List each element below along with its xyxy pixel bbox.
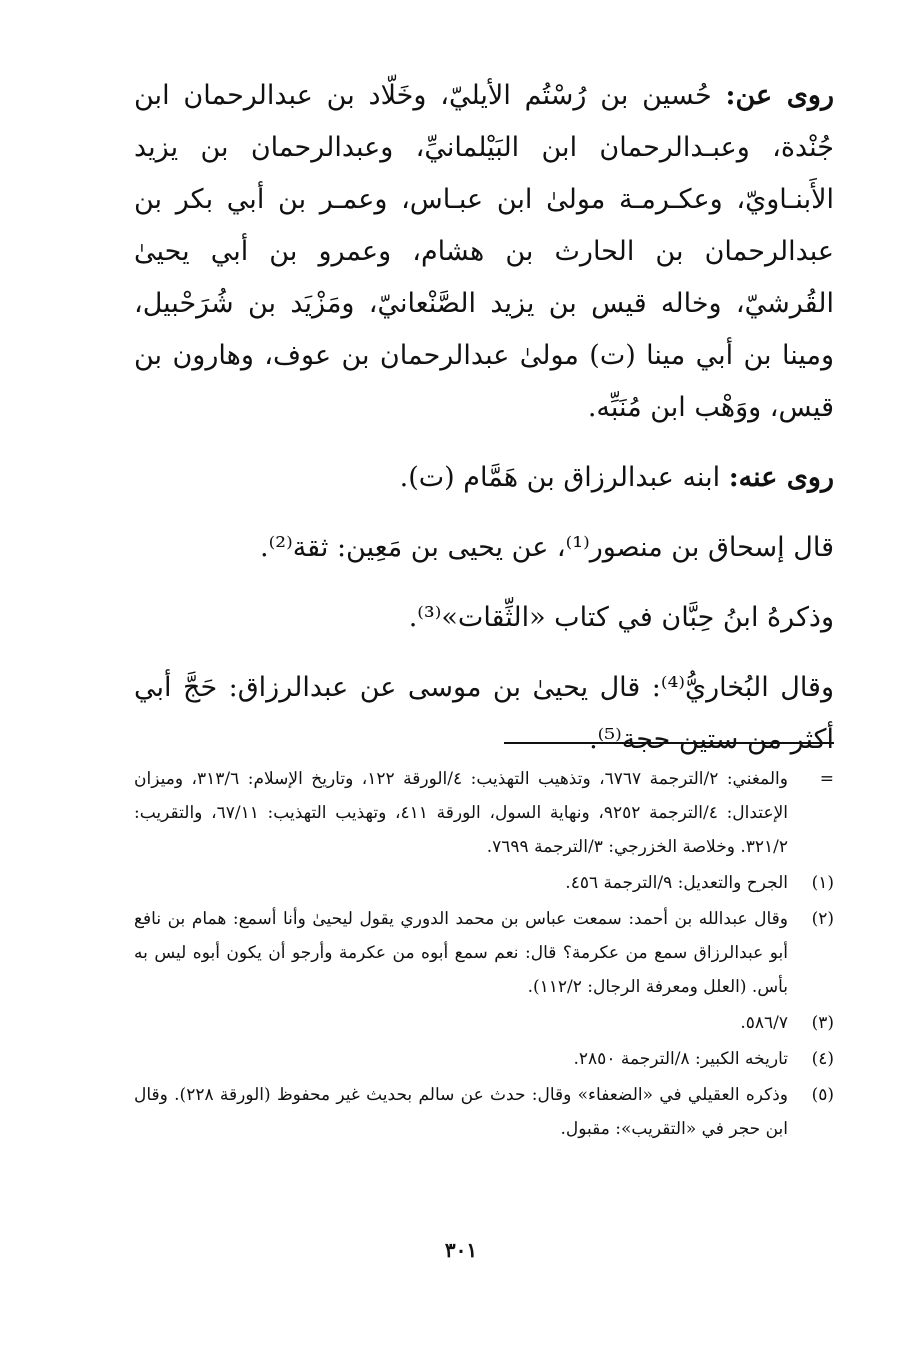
footnote-marker: (٢) [811,909,834,929]
footnotes [134,762,834,1148]
footnote-marker: (٥) [811,1085,834,1105]
footnote-marker: (٤) [811,1049,834,1069]
paragraph-narrated-by [134,452,834,504]
footnote-text: ٥٨٦/٧. [740,1013,788,1033]
paragraph-ibn-maeen: قال إسحاق بن منصور⁽¹⁾، عن يحيى بن مَعِين: ثقة⁽²⁾. [260,532,834,563]
footnote-text: وقال عبدالله بن أحمد: سمعت عباس بن محمد الدوري يقول ليحيىٰ وأنا أسمع: همام بن نافع أبو عبدالرزاق سمع من عكرمة؟ قال: نعم سمع أبوه من عكرمة وأرجو أن يكون أبوه ليس به بأس. (العلل ومعرفة الرجال: ١١٢/٢). [134,909,788,997]
footnote-text: والمغني: ٢/الترجمة ٦٧٦٧، وتذهيب التهذيب: ٤/الورقة ١٢٢، وتاريخ الإسلام: ٣١٣/٦، وميزان الإعتدال: ٤/الترجمة ٩٢٥٢، ونهاية السول، الورقة ٤١١، وتهذيب التهذيب: ٦٧/١١، والتقريب: ٣٢١/٢. وخلاصة الخزرجي: ٣/الترجمة ٧٦٩٩. [134,769,789,857]
footnote-text: وذكره العقيلي في «الضعفاء» وقال: حدث عن سالم بحديث غير محفوظ (الورقة ٢٢٨). وقال ابن حجر في «التقريب»: مقبول. [134,1085,788,1139]
footnote-continued [134,762,834,864]
footnote-1 [134,866,834,900]
narrated-from-text: حُسين بن رُسْتُم الأيليّ، وخَلّاد بن عبدالرحمان ابن جُنْدة، وعبـدالرحمان ابن البَيْلمانيِّ، وعبدالرحمان بن يزيد الأَبنـاويّ، وعكـرمـة مولىٰ ابن عبـاس، وعمـر بن أبي بكر بن عبدالرحمان بن الحارث بن هشام، وعمرو بن أبي يحيىٰ القُرشيّ، وخاله قيس بن يزيد الصَّنْعانيّ، ومَزْيَد بن شُرَحْبيل، ومينا بن أبي مينا (ت) مولىٰ عبدالرحمان بن عوف، وهارون بن قيس، ووَهْب ابن مُنَبِّه. [134,80,834,423]
paragraph-narrated-from [134,70,834,434]
paragraph-bukhari: وقال البُخاريُّ⁽⁴⁾: قال يحيىٰ بن موسى عن عبدالرزاق: حَجَّ أبي أكثر من ستين حجة⁽⁵⁾. [134,672,834,755]
narrated-from-label: روى عن: [725,80,834,111]
main-text [134,70,834,784]
footnote-5 [134,1078,834,1146]
footnote-marker: (٣) [811,1013,834,1033]
page-number: ٣٠١ [444,1238,478,1262]
footnote-marker: (١) [811,873,834,893]
narrated-by-label: روى عنه: [728,462,834,493]
narrated-by-text: ابنه عبدالرزاق بن هَمَّام (ت). [399,462,721,493]
footnote-separator [504,742,834,744]
paragraph-ibn-hibban: وذكرهُ ابنُ حِبَّان في كتاب «الثِّقات»⁽³⁾. [408,602,834,633]
footnote-text: تاريخه الكبير: ٨/الترجمة ٢٨٥٠. [573,1049,788,1069]
footnote-3 [134,1006,834,1040]
footnote-2 [134,902,834,1004]
footnote-4 [134,1042,834,1076]
footnote-text: الجرح والتعديل: ٩/الترجمة ٤٥٦. [565,873,788,893]
footnote-marker: = [819,769,834,789]
